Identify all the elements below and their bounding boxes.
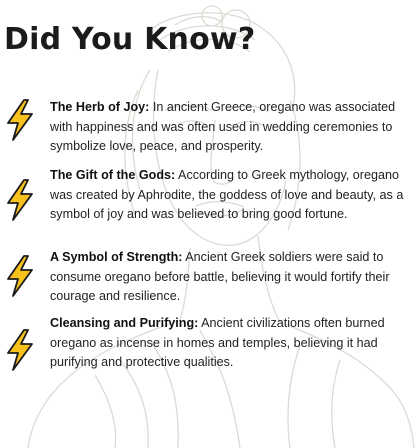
fact-text — [50, 166, 412, 225]
fact-heading: The Herb of Joy: — [50, 100, 150, 114]
page-title: Did You Know? — [4, 22, 256, 57]
fact-body: In ancient Greece, oregano was associated with happiness and was often used in wedding ceremonies to symbolize love, peace, and prosperity. — [50, 100, 396, 153]
fact-body: Ancient civilizations often burned oregano as incense in homes and temples, believing it had purifying and protective qualities. — [50, 316, 385, 369]
fact-body: Ancient Greek soldiers were said to consume oregano before battle, believing it would fortify their courage and resilience. — [50, 250, 390, 303]
fact-text — [50, 314, 412, 373]
lightning-bolt-icon — [4, 98, 36, 142]
fact-body: According to Greek mythology, oregano was created by Aphrodite, the goddess of love and beauty, as a symbol of joy and was believed to bring good fortune. — [50, 168, 404, 221]
lightning-bolt-icon — [4, 254, 36, 298]
fact-heading: The Gift of the Gods: — [50, 168, 176, 182]
fact-heading: Cleansing and Purifying: — [50, 316, 199, 330]
lightning-bolt-icon — [4, 328, 36, 372]
fact-text — [50, 248, 412, 307]
lightning-bolt-icon — [4, 178, 36, 222]
fact-heading: A Symbol of Strength: — [50, 250, 183, 264]
fact-text — [50, 98, 412, 157]
